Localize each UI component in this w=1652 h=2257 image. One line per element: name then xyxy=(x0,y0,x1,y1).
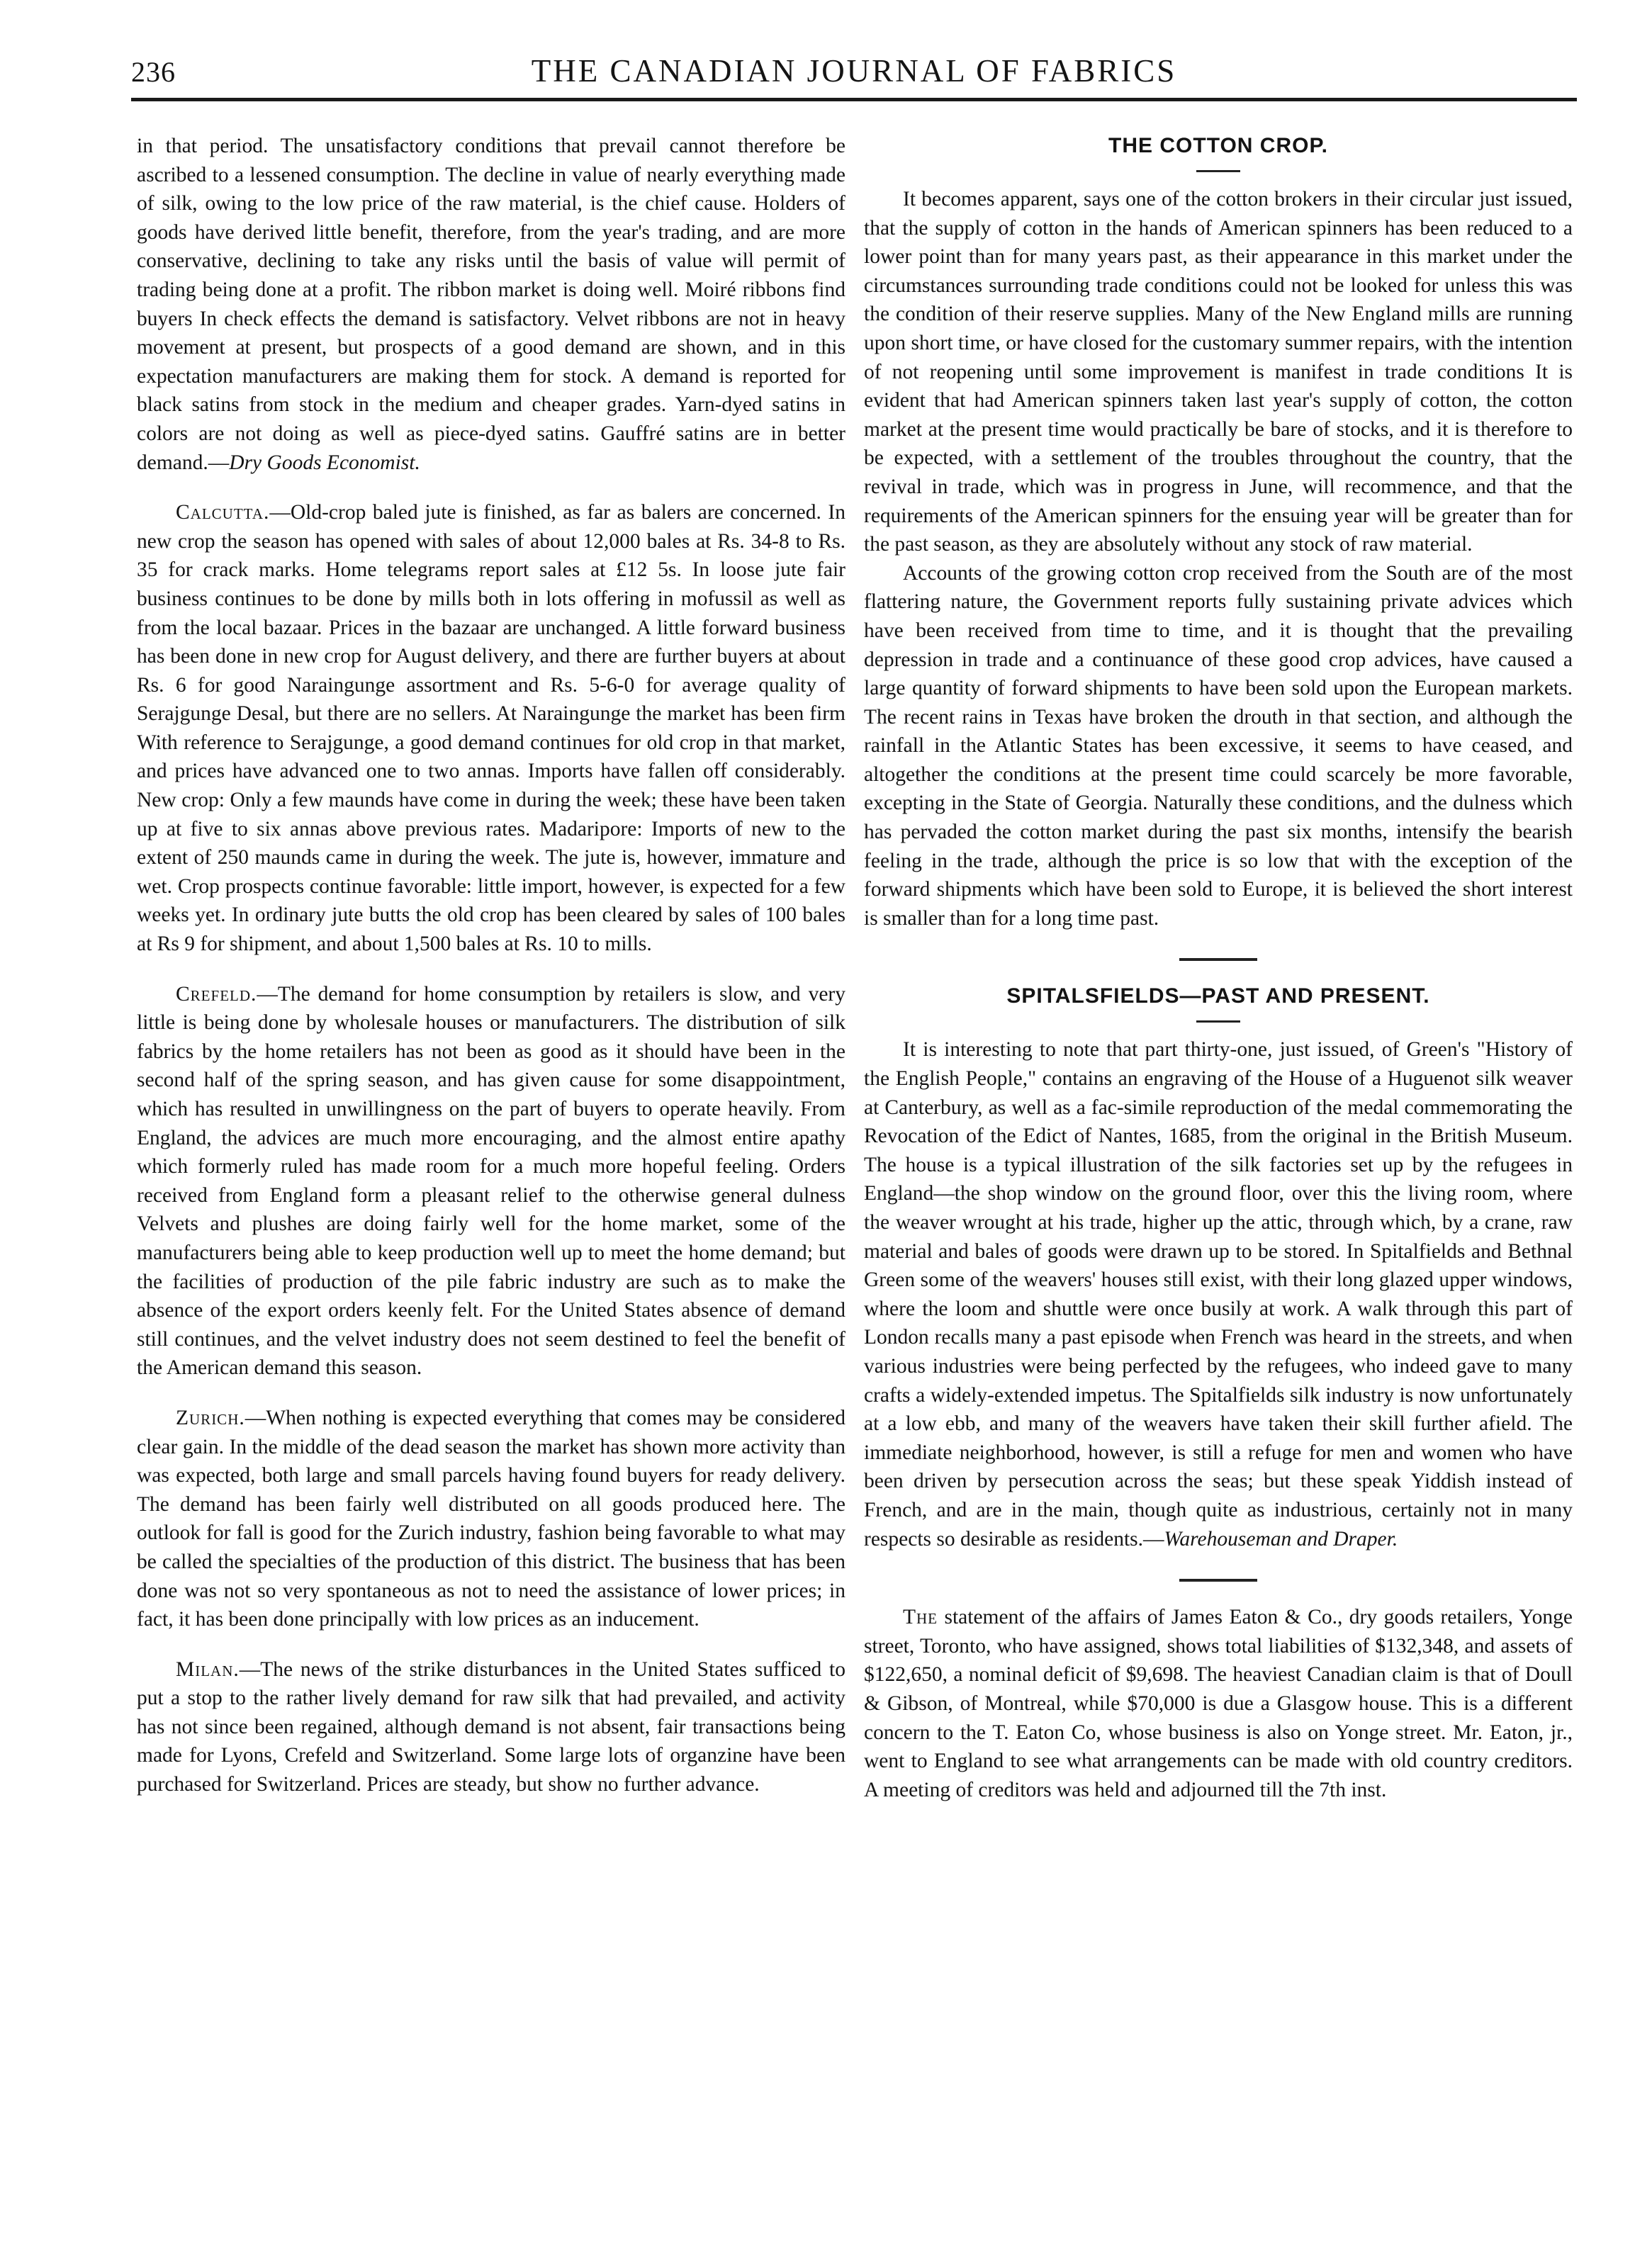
header-rule xyxy=(131,98,1577,101)
heading-rule xyxy=(1196,1020,1240,1023)
milan-text: —The news of the strike disturbances in the United States sufficed to put a stop to the rather lively demand for raw silk that had prevailed, and activity has not since been regained, although demand is not absent, fair transactions being made for Lyons, Crefeld and Switzerland. Some large lots of organzine have been purchased for Switzerland. Prices are steady, but show no further advance. xyxy=(137,1657,845,1796)
calcutta-text: —Old-crop baled jute is finished, as far as balers are concerned. In new crop the season has opened with sales of about 12,000 bales at Rs. 34-8 to Rs. 35 for crack marks. Home telegrams report sales at £12 5s. In loose jute fair business continues to be done by mills both in lots offering in mofussil as well as from the local bazaar. Prices in the bazaar are unchanged. A little forward business has been done in new crop for August delivery, and there are further buyers at about Rs. 6 for good Naraingunge assortment and Rs. 5-6-0 for average quality of Serajgunge Desal, but there are no sellers. At Naraingunge the market has been firm With reference to Serajgunge, a good demand continues for old crop in that market, and prices have advanced one to two annas. Imports have fallen off considerably. New crop: Only a few maunds have come in during the week; these have been taken up at five to six annas above previous rates. Madaripore: Imports of new to the extent of 250 maunds came in during the week. The jute is, however, immature and wet. Crop prospects continue favorable: little import, however, is expected for a few weeks yet. In ordinary jute butts the old crop has been cleared by sales of 100 bales at Rs 9 for shipment, and about 1,500 bales at Rs. 10 to mills. xyxy=(137,501,845,956)
crefeld-report xyxy=(137,980,845,1383)
continued-article-paragraph xyxy=(137,132,845,477)
spitalfields-heading: SPITALSFIELDS—PAST AND PRESENT. xyxy=(1006,984,1430,1008)
zurich-lead: Zurich. xyxy=(176,1406,245,1429)
spitalfields-text: It is interesting to note that part thirty-one, just issued, of Green's "History of the English People," contains an engraving of the House of a Huguenot silk weaver at Canterbury, as well as a fac-simile reproduction of the medal commemorating the Revocation of the Edict of Nantes, 1685, from the original in the British Museum. The house is a typical illustration of the silk factories set up by the refugees in England—the shop window on the ground floor, over this the living room, where the weaver wrought at his trade, higher up the attic, through which, by a crane, raw material and bales of goods were drawn up to be stored. In Spitalfields and Bethnal Green some of the weavers' houses still exist, with their long glazed upper windows, where the loom and shuttle were once busily at work. A walk through this part of London recalls many a past episode when French was heard in the streets, and when various industries were being perfected by the refugees, who indeed gave to many crafts a widely-extended impetus. The Spitalfields silk industry is now unfortunately at a low ebb, and many of the weavers have taken their skill further afield. The immediate neighborhood, however, is still a refuge for men and women who have been driven by persecution across the seas; but these speak Yiddish instead of French, and are in the main, though quite as industrious, certainly not in many respects so desirable as residents.— xyxy=(864,1038,1573,1550)
cotton-crop-paragraph: It becomes apparent, says one of the cotton brokers in their circular just issued, that the supply of cotton in the hands of American spinners has been reduced to a lower point than for many years past, as their appearance in this market under the circumstances surrounding trade conditions could not be looked for unless this was the condition of their reserve supplies. Many of the New England mills are running upon short time, or have closed for the customary summer repairs, with the intention of not reopening until some improvement is manifest in trade conditions It is evident that had American spinners taken last year's supply of cotton, the cotton market at the present time would practically be bare of stocks, and it is therefore to be expected, with a settlement of the troubles throughout the country, that the revival in trade, which was in progress in June, will recommence, and that the requirements of the American spinners for the ensuing year will be greater than for the past season, as they are absolutely without any stock of raw material. xyxy=(864,188,1573,556)
page-header xyxy=(131,51,1577,95)
page-number: 236 xyxy=(131,56,176,88)
article-text: in that period. The unsatisfactory conditions that prevail cannot therefore be ascribed to a lessened consumption. The decline in value of nearly everything made of silk, owing to the low price of the raw material, is the chief cause. Holders of goods have derived little benefit, therefore, from the year's trading, and are more conservative, declining to take any risks until the basis of value will permit of trading being done at a profit. The ribbon market is doing well. Moiré ribbons find buyers In check effects the demand is satisfactory. Velvet ribbons are not in heavy movement at present, but prospects of a good demand are shown, and in this expectation manufacturers are making them for stock. A demand is reported for black satins from stock in the medium and cheaper grades. Yarn-dyed satins in colors are not doing as well as piece-dyed satins. Gauffré satins are in better demand.— xyxy=(137,135,845,474)
section-divider xyxy=(1179,1579,1257,1582)
crefeld-text: —The demand for home consumption by retailers is slow, and very little is being done by wholesale houses or manufacturers. The distribution of silk fabrics by the home retailers has not been as good as it should have been in the second half of the spring season, and has given cause for some disappointment, which has resulted in unwillingness on the part of buyers to operate heavily. From England, the advices are much more encouraging, and the almost entire apathy which formerly ruled has made room for a much more hopeful feeling. Orders received from England form a pleasant relief to the otherwise general dulness Velvets and plushes are doing fairly well for the home market, some of the manufacturers being able to keep production well up to meet the home demand; but the facilities of production of the pile fabric industry are such as to make the absence of the export orders keenly felt. For the United States absence of demand still continues, and the velvet industry does not seem destined to feel the benefit of the American demand this season. xyxy=(137,982,845,1380)
left-column xyxy=(137,132,845,1799)
source-credit: Warehouseman and Draper. xyxy=(1164,1527,1398,1550)
milan-lead: Milan. xyxy=(176,1657,240,1681)
milan-report xyxy=(137,1655,845,1799)
eaton-text: statement of the affairs of James Eaton & Co., dry goods retailers, Yonge street, Toronto, who have assigned, shows total liabilities of $132,348, and assets of $122,650, a nominal deficit of $9,698. The heaviest Canadian claim is that of Doull & Gibson, of Montreal, while $70,000 is due a Glasgow house. This is a different concern to the T. Eaton Co, whose business is also on Yonge street. Mr. Eaton, jr., went to England to see what arrangements can be made with old country creditors. A meeting of creditors was held and adjourned till the 7th inst. xyxy=(864,1606,1573,1801)
cotton-crop-heading: THE COTTON CROP. xyxy=(1108,134,1328,157)
journal-title: THE CANADIAN JOURNAL OF FABRICS xyxy=(531,53,1177,89)
cotton-crop-paragraph: Accounts of the growing cotton crop received from the South are of the most flattering nature, the Government reports fully sustaining private advices which have been received from time to time, and it is thought that the prevailing depression in trade and a continuance of these good crop advices, have caused a large quantity of forward shipments to have been sold upon the European markets. The recent rains in Texas have broken the drouth in that section, and although the rainfall in the Atlantic States has been excessive, it seems to have ceased, and altogether the conditions at the present time could scarcely be more favorable, excepting in the State of Georgia. Naturally these conditions, and the dulness which has pervaded the cotton market during the past six months, intensify the bearish feeling in the trade, although the price is so low that with the exception of the forward shipments which have been sold to Europe, it is believed the short interest is smaller than for a long time past. xyxy=(864,561,1573,930)
calcutta-lead: Calcutta. xyxy=(176,501,270,524)
crefeld-lead: Crefeld. xyxy=(176,982,257,1006)
zurich-text: —When nothing is expected everything that comes may be considered clear gain. In the middle of the dead season the market has shown more activity than was expected, both large and small parcels having found buyers for ready delivery. The demand has been fairly well distributed on all goods produced here. The outlook for fall is good for the Zurich industry, fashion being favorable to what may be called the specialties of the production of this district. The business that has been done was not so very spontaneous as not to need the assistance of lower prices; in fact, it has been done principally with low prices as an inducement. xyxy=(137,1406,845,1631)
eaton-lead: The xyxy=(903,1606,938,1629)
calcutta-report xyxy=(137,498,845,959)
spitalfields-paragraph xyxy=(864,1035,1573,1553)
source-credit: Dry Goods Economist. xyxy=(229,451,420,474)
right-column xyxy=(864,132,1573,1804)
eaton-notice xyxy=(864,1603,1573,1804)
zurich-report xyxy=(137,1404,845,1634)
heading-rule xyxy=(1196,170,1240,172)
section-divider xyxy=(1179,958,1257,961)
